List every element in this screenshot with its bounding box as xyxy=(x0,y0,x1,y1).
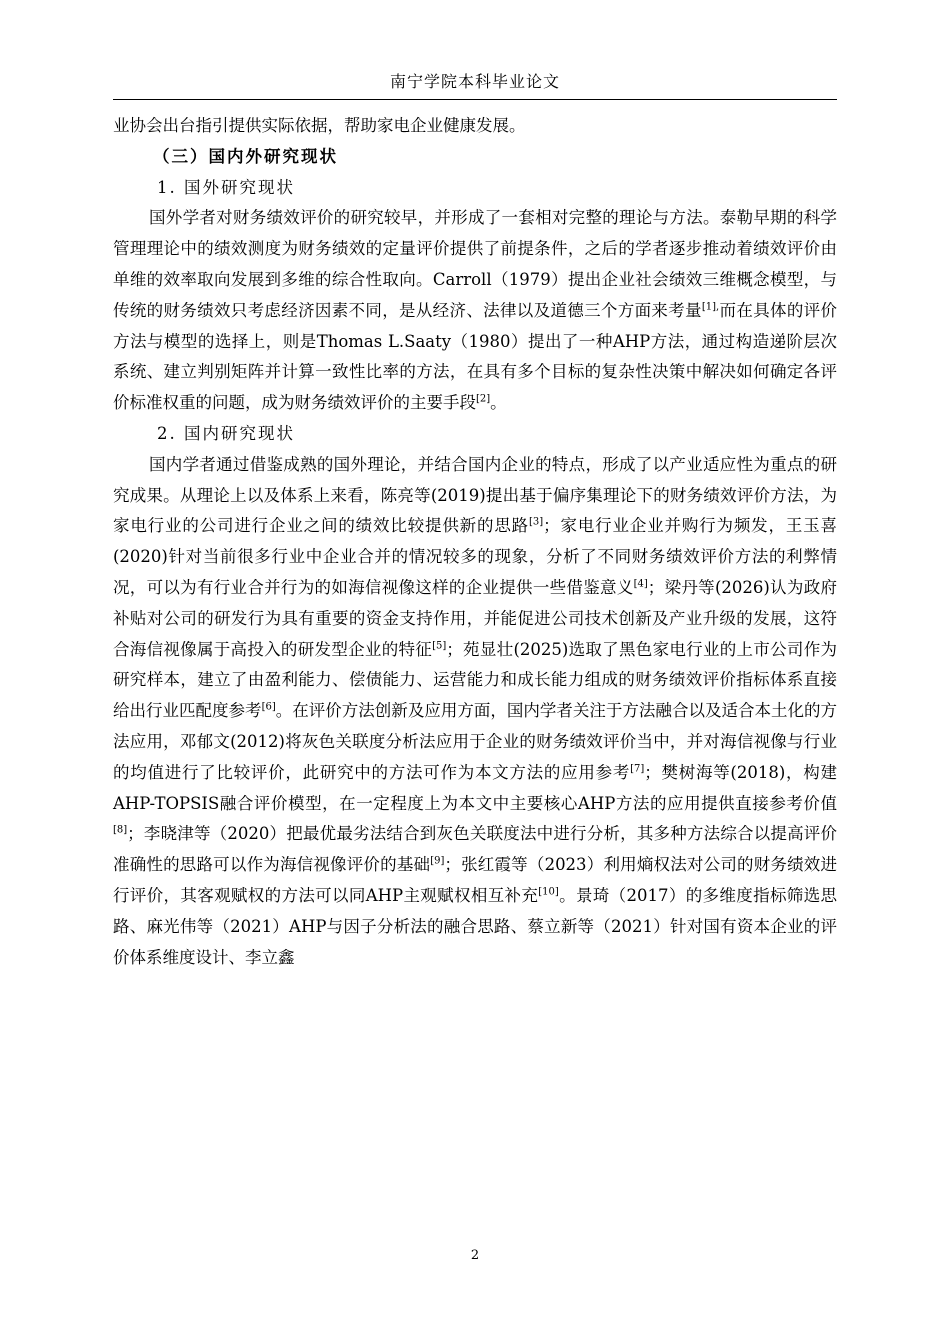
citation-ref: [8] xyxy=(113,824,128,836)
text-run: ；家电行业企业并购行为频发，王玉喜(2020)针对当前很多行业中企业合并的情况较多的现象，分析了不同财务绩效评价方法的利弊情况，可以为有行业合并行为的如海信视像这样的企业提供一些借鉴意义 xyxy=(113,516,838,597)
paragraph-domestic-research xyxy=(113,450,837,974)
text-run: 而在具体的评价方法与模型的选择上，则是Thomas L.Saaty（1980）提出了一种AHP方法，通过构造递阶层次系统、建立判别矩阵并计算一致性比率的方法，在具有多个目标的复杂性决策中解决如何确定各评价标准权重的问题，成为财务绩效评价的主要手段 xyxy=(113,300,838,413)
header-rule xyxy=(113,99,837,100)
text-run: 。在评价方法创新及应用方面，国内学者关注于方法融合以及适合本土化的方法应用，邓郁文(2012)将灰色关联度分析法应用于企业的财务绩效评价当中，并对海信视像与行业的均值进行了比较评价，此研究中的方法可作为本文方法的应用参考 xyxy=(113,701,838,782)
citation-ref: [7] xyxy=(630,763,645,775)
running-header: 南宁学院本科毕业论文 xyxy=(389,72,560,91)
citation-ref: [9] xyxy=(430,855,445,867)
body-text xyxy=(113,111,837,973)
text-run: ；梁丹等(2026)认为政府补贴对公司的研发行为具有重要的资金支持作用，并能促进公司技术创新及产业升级的发展，这符合海信视像属于高投入的研发型企业的特征 xyxy=(113,577,837,659)
text-run: ；张红霞等（2023）利用熵权法对公司的财务绩效进行评价，其客观赋权的方法可以同AHP主观赋权相互补充 xyxy=(113,855,837,905)
citation-ref: [1], xyxy=(701,301,720,313)
citation-ref: [6] xyxy=(261,701,276,713)
citation-ref: [2] xyxy=(476,393,491,405)
subsection-title-foreign: 1. 国外研究现状 xyxy=(157,177,295,197)
text-run: 。 xyxy=(490,393,507,413)
citation-ref: [3] xyxy=(529,516,544,528)
text-run: 国内学者通过借鉴成熟的国外理论，并结合国内企业的特点，形成了以产业适应性为重点的研究成果。从理论上以及体系上来看，陈亮等(2019)提出基于偏序集理论下的财务绩效评价方法，为家电行业的公司进行企业之间的绩效比较提供新的思路 xyxy=(113,454,837,536)
text-run: ；樊树海等(2018)，构建AHP-TOPSIS融合评价模型，在一定程度上为本文中主要核心AHP方法的应用提供直接参考价值 xyxy=(113,762,838,813)
citation-ref: [10] xyxy=(538,886,559,898)
text-run: ；李晓津等（2020）把最优最劣法结合到灰色关联度法中进行分析，其多种方法综合以提高评价准确性的思路可以作为海信视像评价的基础 xyxy=(113,824,837,875)
text-run: 。景琦（2017）的多维度指标筛选思路、麻光伟等（2021）AHP与因子分析法的融合思路、蔡立新等（2021）针对国有资本企业的评价体系维度设计、李立鑫 xyxy=(113,885,837,967)
paragraph-foreign-research xyxy=(113,203,837,419)
text-run: 国外学者对财务绩效评价的研究较早，并形成了一套相对完整的理论与方法。泰勒早期的科学管理理论中的绩效测度为财务绩效的定量评价提供了前提条件，之后的学者逐步推动着绩效评价由单维的效率取向发展到多维的综合性取向。Carroll（1979）提出企业社会绩效三维概念模型，与传统的财务绩效只考虑经济因素不同，是从经济、法律以及道德三个方面来考量 xyxy=(113,208,837,320)
section-title: （三）国内外研究现状 xyxy=(153,146,338,166)
citation-ref: [4] xyxy=(633,578,648,590)
page-number: 2 xyxy=(470,1248,480,1263)
paragraph-continuation: 业协会出台指引提供实际依据，帮助家电企业健康发展。 xyxy=(113,116,526,135)
citation-ref: [5] xyxy=(432,640,447,652)
text-run: ；苑显壮(2025)选取了黑色家电行业的上市公司作为研究样本，建立了由盈利能力、偿债能力、运营能力和成长能力组成的财务绩效评价指标体系直接给出行业匹配度参考 xyxy=(113,639,838,721)
subsection-title-domestic: 2. 国内研究现状 xyxy=(157,423,295,443)
